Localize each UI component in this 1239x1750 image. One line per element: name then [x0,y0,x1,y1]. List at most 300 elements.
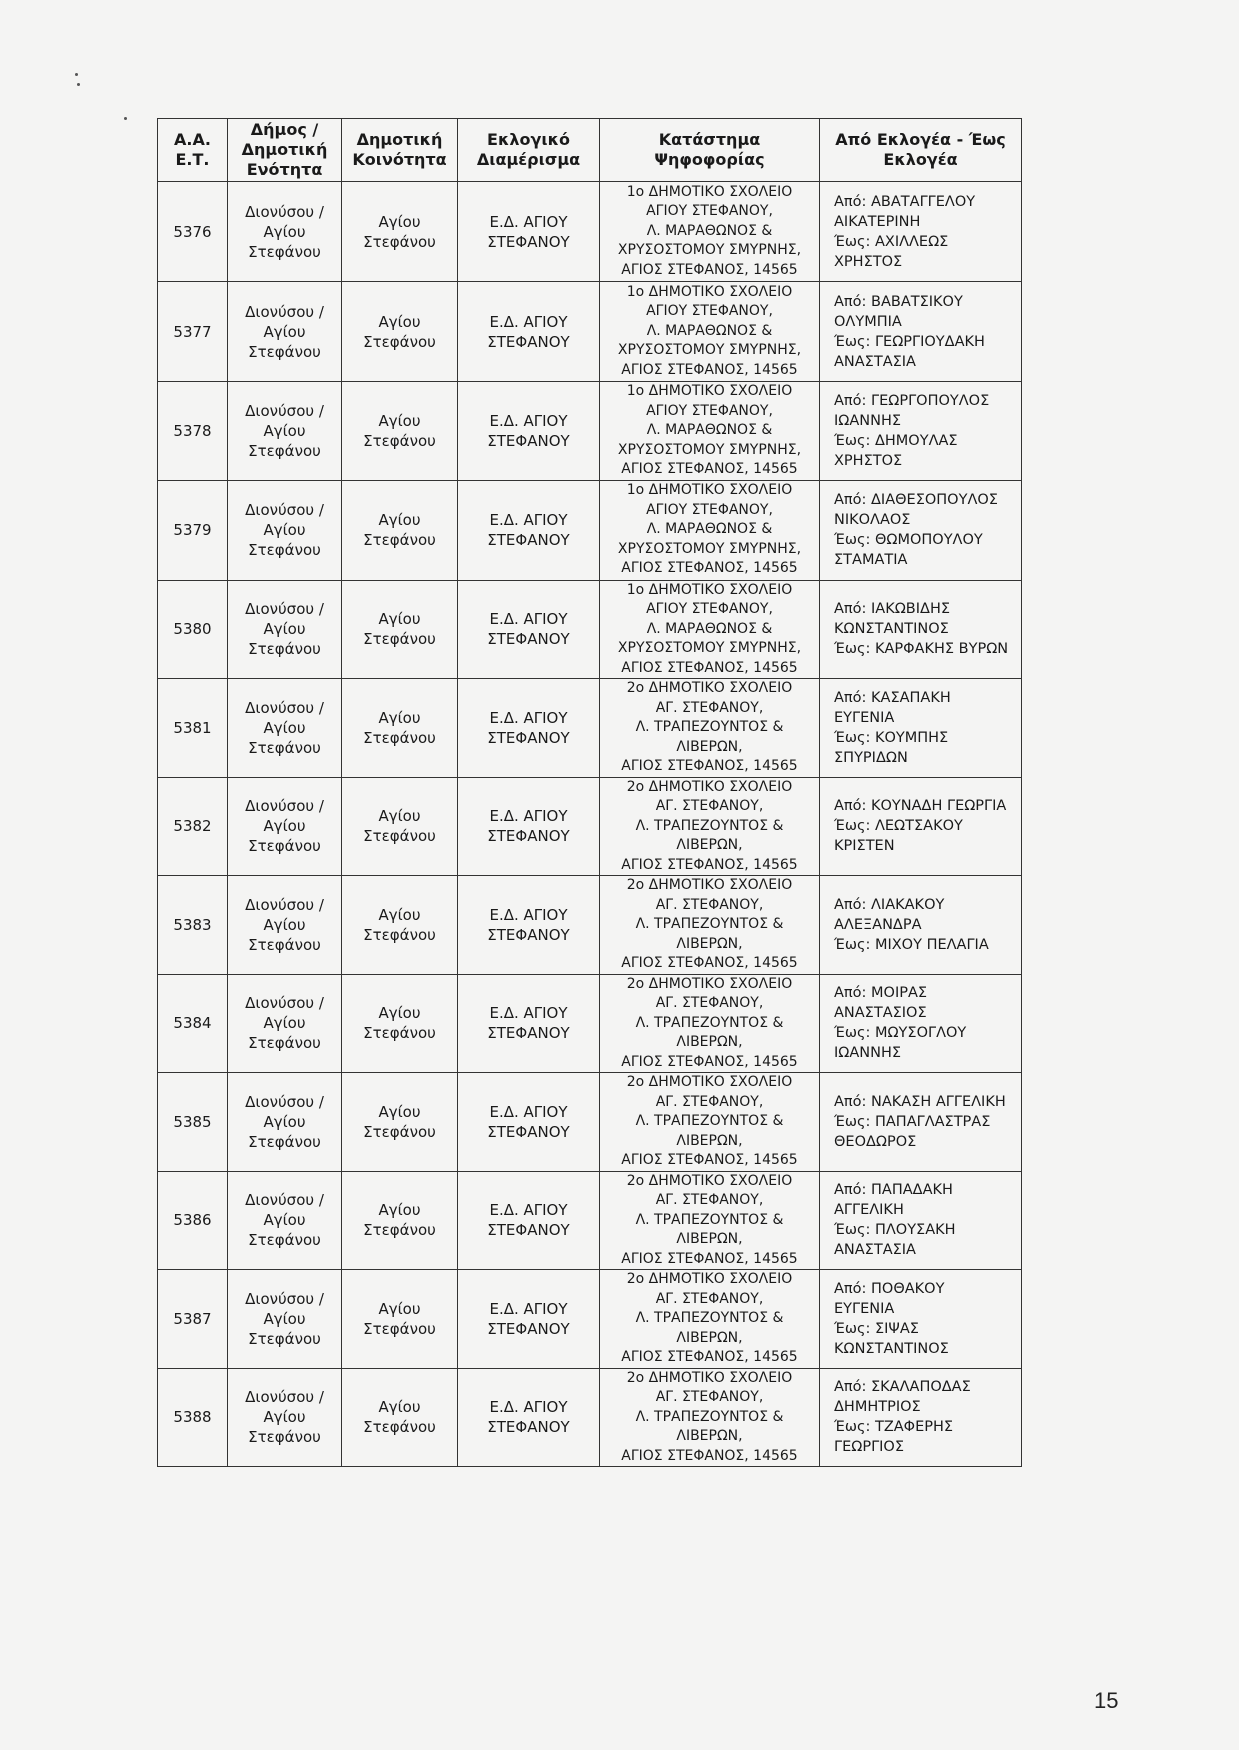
voter-range-cell [820,679,1022,778]
text-line: Διονύσου / [245,501,324,519]
address-cell [600,1171,820,1270]
text-line: ΑΓ. ΣΤΕΦΑΝΟΥ, [655,798,764,814]
text-line: Αγίου [263,915,306,934]
text-line: ΑΓ. ΣΤΕΦΑΝΟΥ, [655,1290,764,1307]
text-line: Λ. ΜΑΡΑΘΩΝΟΣ & [646,521,773,538]
text-line: Από: ΓΕΩΡΓΟΠΟΥΛΟΣ [834,392,990,409]
text-line: ΧΡΗΣΤΟΣ [834,253,903,270]
text-line: ΧΡΗΣΤΟΣ [834,452,903,469]
text-line: Έως: ΛΕΩΤΣΑΚΟΥ [834,818,963,835]
text-line: ΑΓΙΟΣ ΣΤΕΦΑΝΟΣ, 14565 [621,461,798,477]
text-line: ΑΓΙΟΣ ΣΤΕΦΑΝΟΣ, 14565 [621,361,798,378]
text-line: Αγίου [263,222,306,241]
row-id-cell: 5382 [158,777,228,876]
dimos-cell [228,974,342,1073]
text-line: Από: ΜΟΙΡΑΣ [834,985,928,1002]
text-line: Αγίου [378,312,421,331]
dimos-cell [228,1171,342,1270]
text-line: ΘΕΟΔΩΡΟΣ [834,1133,917,1150]
text-line: ΚΩΝΣΤΑΝΤΙΝΟΣ [834,1340,949,1357]
dimos-cell [228,1073,342,1172]
header-katastima [600,119,820,182]
text-line: Ε.Δ. ΑΓΙΟΥ [489,1004,568,1023]
text-line: Έως: ΜΩΥΣΟΓΛΟΥ [834,1025,967,1042]
text-line: Αγίου [378,1004,421,1023]
voter-range-cell [820,974,1022,1073]
text-line: ΣΤΕΦΑΝΟΥ [487,1024,570,1043]
text-line: Ε.Δ. ΑΓΙΟΥ [489,905,568,924]
table-row [158,382,1022,481]
text-line: Αγίου [378,411,421,430]
text-line: ΑΝΑΣΤΑΣΙΑ [834,1242,916,1259]
text-line: Στεφάνου [248,1428,321,1447]
diamerisma-cell [458,282,600,382]
table-row [158,580,1022,679]
text-line: ΧΡΥΣΟΣΤΟΜΟΥ ΣΜΥΡΝΗΣ, [617,342,802,359]
text-line: Στεφάνου [363,232,436,251]
row-id-cell: 5385 [158,1073,228,1172]
scan-speck [77,83,80,86]
text-line: Ε.Τ. [175,150,210,169]
text-line: Στεφάνου [248,640,321,659]
text-line: Στεφάνου [363,827,436,846]
text-line: ΔΗΜΗΤΡΙΟΣ [834,1399,921,1416]
text-line: Λ. ΤΡΑΠΕΖΟΥΝΤΟΣ & [635,1014,784,1031]
voter-range-cell [820,182,1022,282]
table-row [158,480,1022,580]
text-line: ΣΤΑΜΑΤΙΑ [834,552,908,568]
text-line: Στεφάνου [248,242,321,261]
text-line: Από: ΚΟΥΝΑΔΗ ΓΕΩΡΓΙΑ [834,798,1007,815]
text-line: Ε.Δ. ΑΓΙΟΥ [489,511,568,529]
address-cell [600,974,820,1073]
voter-range-cell [820,777,1022,876]
text-line: ΚΡΙΣΤΕΝ [834,838,895,855]
text-line: ΙΩΑΝΝΗΣ [834,1045,902,1062]
voter-range-cell [820,1171,1022,1270]
text-line: Ε.Δ. ΑΓΙΟΥ [489,708,568,727]
text-line: 2ο ΔΗΜΟΤΙΚΟ ΣΧΟΛΕΙΟ [626,877,793,893]
text-line: Κατάστημα [658,130,761,149]
header-diamerisma [458,119,600,182]
text-line: Αγίου [378,212,421,231]
text-line: ΣΤΕΦΑΝΟΥ [487,1418,570,1437]
text-line: ΑΓ. ΣΤΕΦΑΝΟΥ, [655,1093,764,1110]
diamerisma-cell [458,1368,600,1467]
text-line: Από Εκλογέα - Έως [835,130,1006,149]
text-line: Εκλογικό [487,130,570,149]
table-row [158,679,1022,778]
text-line: Αγίου [378,807,421,826]
voter-range-cell [820,1270,1022,1369]
text-line: ΣΤΕΦΑΝΟΥ [487,630,570,649]
text-line: Από: ΑΒΑΤΑΓΓΕΛΟΥ [834,193,976,210]
text-line: ΓΕΩΡΓΙΟΣ [834,1439,904,1456]
text-line: Διονύσου / [245,202,324,221]
text-line: Αγίου [263,817,306,836]
text-line: ΕΥΓΕΝΙΑ [834,1300,895,1317]
text-line: 2ο ΔΗΜΟΤΙΚΟ ΣΧΟΛΕΙΟ [626,1369,793,1386]
text-line: ΝΙΚΟΛΑΟΣ [834,512,911,528]
text-line: Ε.Δ. ΑΓΙΟΥ [489,610,568,629]
voter-range-cell [820,282,1022,382]
text-line: ΑΓ. ΣΤΕΦΑΝΟΥ, [655,896,764,913]
voter-range-cell [820,876,1022,975]
diamerisma-cell [458,974,600,1073]
text-line: ΛΙΒΕΡΩΝ, [676,1329,743,1346]
text-line: Από: ΠΟΘΑΚΟΥ [834,1280,945,1297]
text-line: ΣΤΕΦΑΝΟΥ [487,1122,570,1141]
text-line: Διονύσου / [245,302,324,321]
text-line: 1ο ΔΗΜΟΤΙΚΟ ΣΧΟΛΕΙΟ [626,482,793,499]
diamerisma-cell [458,480,600,580]
text-line: Από: ΔΙΑΘΕΣΟΠΟΥΛΟΣ [834,492,998,508]
text-line: ΣΤΕΦΑΝΟΥ [487,1221,570,1240]
text-line: ΑΓ. ΣΤΕΦΑΝΟΥ, [655,699,764,716]
diamerisma-cell [458,580,600,679]
voter-range-cell [820,580,1022,679]
text-line: 1ο ΔΗΜΟΤΙΚΟ ΣΧΟΛΕΙΟ [626,383,793,399]
text-line: ΛΙΒΕΡΩΝ, [676,1428,743,1444]
text-line: Διονύσου / [245,1191,324,1210]
text-line: Στεφάνου [363,1319,436,1338]
dimos-cell [228,580,342,679]
text-line: ΛΙΒΕΡΩΝ, [676,837,743,853]
address-cell [600,876,820,975]
koinotita-cell [342,1171,458,1270]
text-line: Διαμέρισμα [476,150,581,169]
text-line: ΑΓΙΟΥ ΣΤΕΦΑΝΟΥ, [646,203,773,220]
text-line: Στεφάνου [248,1132,321,1151]
diamerisma-cell [458,876,600,975]
text-line: Ε.Δ. ΑΓΙΟΥ [489,1299,568,1318]
text-line: Δήμος / [250,120,319,139]
header-eklogeis [820,119,1022,182]
text-line: Έως: ΓΕΩΡΓΙΟΥΔΑΚΗ [834,333,985,350]
diamerisma-cell [458,1270,600,1369]
text-line: ΑΓΙΟΣ ΣΤΕΦΑΝΟΣ, 14565 [621,1349,798,1365]
text-line: Αγίου [378,708,421,727]
text-line: Στεφάνου [248,1231,321,1250]
text-line: Από: ΛΙΑΚΑΚΟΥ [834,896,945,913]
text-line: 2ο ΔΗΜΟΤΙΚΟ ΣΧΟΛΕΙΟ [626,1172,793,1189]
text-line: Στεφάνου [363,1024,436,1043]
text-line: Διονύσου / [245,600,324,619]
text-line: ΑΓΙΟΣ ΣΤΕΦΑΝΟΣ, 14565 [621,856,798,873]
text-line: Στεφάνου [248,738,321,757]
text-line: ΑΓΙΟΣ ΣΤΕΦΑΝΟΣ, 14565 [621,560,798,577]
text-line: Στεφάνου [248,441,321,460]
text-line: Λ. ΤΡΑΠΕΖΟΥΝΤΟΣ & [635,817,784,834]
text-line: Έως: ΤΖΑΦΕΡΗΣ [834,1419,954,1436]
text-line: ΑΓ. ΣΤΕΦΑΝΟΥ, [655,1192,764,1208]
text-line: ΑΓ. ΣΤΕΦΑΝΟΥ, [655,995,764,1011]
text-line: Αγίου [263,1309,306,1328]
row-id-cell: 5381 [158,679,228,778]
text-line: Διονύσου / [245,1289,324,1308]
text-line: Έως: ΑΧΙΛΛΕΩΣ [834,233,949,250]
text-line: Στεφάνου [248,935,321,954]
dimos-cell [228,382,342,481]
text-line: Εκλογέα [883,150,958,169]
text-line: ΧΡΥΣΟΣΤΟΜΟΥ ΣΜΥΡΝΗΣ, [617,640,802,656]
text-line: Από: ΠΑΠΑΔΑΚΗ [834,1182,953,1199]
text-line: Λ. ΤΡΑΠΕΖΟΥΝΤΟΣ & [635,1113,784,1129]
dimos-cell [228,1368,342,1467]
text-line: Έως: ΣΙΨΑΣ [834,1320,919,1337]
text-line: ΑΓΙΟΥ ΣΤΕΦΑΝΟΥ, [646,601,773,617]
text-line: Ε.Δ. ΑΓΙΟΥ [489,1398,568,1417]
dimos-cell [228,777,342,876]
dimos-cell [228,876,342,975]
text-line: Στεφάνου [363,728,436,747]
koinotita-cell [342,1270,458,1369]
header-dimos [228,119,342,182]
koinotita-cell [342,876,458,975]
text-line: Έως: ΘΩΜΟΠΟΥΛΟΥ [834,532,983,548]
text-line: ΑΓΙΟΣ ΣΤΕΦΑΝΟΣ, 14565 [621,758,798,774]
text-line: Στεφάνου [363,1418,436,1437]
text-line: Στεφάνου [248,1329,321,1348]
text-line: Στεφάνου [248,342,321,361]
text-line: Αγίου [263,521,306,539]
text-line: ΣΤΕΦΑΝΟΥ [487,925,570,944]
table-header-row [158,119,1022,182]
table-row [158,282,1022,382]
text-line: Διονύσου / [245,401,324,420]
text-line: Αγίου [378,905,421,924]
page-number: 15 [1094,1688,1119,1713]
text-line: Στεφάνου [363,531,436,549]
voter-range-cell [820,1368,1022,1467]
scan-speck [124,117,127,120]
text-line: Από: ΒΑΒΑΤΣΙΚΟΥ [834,293,963,310]
text-line: ΑΓΙΟΣ ΣΤΕΦΑΝΟΣ, 14565 [621,1152,798,1168]
text-line: ΣΤΕΦΑΝΟΥ [487,728,570,747]
table-row [158,1368,1022,1467]
row-id-cell: 5388 [158,1368,228,1467]
text-line: Διονύσου / [245,797,324,816]
row-id-cell: 5387 [158,1270,228,1369]
text-line: Στεφάνου [363,1122,436,1141]
text-line: 2ο ΔΗΜΟΤΙΚΟ ΣΧΟΛΕΙΟ [626,975,793,992]
text-line: Λ. ΤΡΑΠΕΖΟΥΝΤΟΣ & [635,1310,784,1326]
text-line: Στεφάνου [363,630,436,649]
text-line: Λ. ΤΡΑΠΕΖΟΥΝΤΟΣ & [635,916,784,932]
text-line: ΛΙΒΕΡΩΝ, [676,1231,743,1247]
dimos-cell [228,1270,342,1369]
text-line: Αγίου [378,1299,421,1318]
polling-stations-table [157,118,1022,1467]
text-line: Έως: ΠΑΠΑΓΛΑΣΤΡΑΣ [834,1113,991,1130]
table-row [158,777,1022,876]
address-cell [600,1270,820,1369]
address-cell [600,382,820,481]
header-koinotita [342,119,458,182]
text-line: ΑΓΙΟΣ ΣΤΕΦΑΝΟΣ, 14565 [621,261,798,278]
address-cell [600,282,820,382]
text-line: ΣΠΥΡΙΔΩΝ [834,749,908,766]
text-line: ΑΓΙΟΣ ΣΤΕΦΑΝΟΣ, 14565 [621,955,798,971]
text-line: Ψηφοφορίας [654,150,765,169]
text-line: Κοινότητα [352,150,447,169]
address-cell [600,1368,820,1467]
koinotita-cell [342,777,458,876]
text-line: ΣΤΕΦΑΝΟΥ [487,332,570,351]
diamerisma-cell [458,182,600,282]
text-line: ΑΓΙΟΣ ΣΤΕΦΑΝΟΣ, 14565 [621,1447,798,1464]
koinotita-cell [342,580,458,679]
text-line: ΛΙΒΕΡΩΝ, [676,1034,743,1050]
text-line: Από: ΙΑΚΩΒΙΔΗΣ [834,601,951,618]
text-line: Α.Α. [174,130,211,149]
text-line: Διονύσου / [245,1092,324,1111]
text-line: Ε.Δ. ΑΓΙΟΥ [489,411,568,430]
text-line: ΟΛΥΜΠΙΑ [834,313,902,330]
text-line: Λ. ΜΑΡΑΘΩΝΟΣ & [646,422,773,438]
text-line: Αγίου [263,718,306,737]
text-line: Στεφάνου [363,925,436,944]
text-line: Διονύσου / [245,994,324,1013]
text-line: Αγίου [263,620,306,639]
text-line: 2ο ΔΗΜΟΤΙΚΟ ΣΧΟΛΕΙΟ [626,1074,793,1090]
text-line: Έως: ΠΛΟΥΣΑΚΗ [834,1222,956,1239]
text-line: ΑΙΚΑΤΕΡΙΝΗ [834,213,921,230]
text-line: Στεφάνου [248,837,321,856]
text-line: ΛΙΒΕΡΩΝ, [676,1132,743,1149]
koinotita-cell [342,1368,458,1467]
text-line: Αγίου [263,1408,306,1427]
text-line: Λ. ΜΑΡΑΘΩΝΟΣ & [646,222,773,239]
text-line: 2ο ΔΗΜΟΤΙΚΟ ΣΧΟΛΕΙΟ [626,778,793,795]
text-line: ΑΝΑΣΤΑΣΙΑ [834,353,916,370]
text-line: Έως: ΜΙΧΟΥ ΠΕΛΑΓΙΑ [834,936,989,953]
text-line: Στεφάνου [363,1221,436,1240]
row-id-cell: 5383 [158,876,228,975]
text-line: Αγίου [263,1014,306,1033]
text-line: Έως: ΔΗΜΟΥΛΑΣ [834,432,958,449]
text-line: ΑΝΑΣΤΑΣΙΟΣ [834,1005,927,1022]
text-line: 1ο ΔΗΜΟΤΙΚΟ ΣΧΟΛΕΙΟ [626,581,793,598]
text-line: ΑΓΙΟΥ ΣΤΕΦΑΝΟΥ, [646,303,773,320]
koinotita-cell [342,679,458,778]
text-line: Στεφάνου [248,1034,321,1053]
text-line: Διονύσου / [245,895,324,914]
table-row [158,1270,1022,1369]
text-line: ΑΓΙΟΣ ΣΤΕΦΑΝΟΣ, 14565 [621,1053,798,1070]
row-id-cell: 5384 [158,974,228,1073]
voter-range-cell [820,480,1022,580]
text-line: 2ο ΔΗΜΟΤΙΚΟ ΣΧΟΛΕΙΟ [626,680,793,696]
text-line: Λ. ΤΡΑΠΕΖΟΥΝΤΟΣ & [635,1408,784,1425]
row-id-cell: 5380 [158,580,228,679]
text-line: 2ο ΔΗΜΟΤΙΚΟ ΣΧΟΛΕΙΟ [626,1271,793,1287]
row-id-cell: 5376 [158,182,228,282]
text-line: Λ. ΤΡΑΠΕΖΟΥΝΤΟΣ & [635,719,784,735]
text-line: ΣΤΕΦΑΝΟΥ [487,827,570,846]
address-cell [600,580,820,679]
table-row [158,1073,1022,1172]
text-line: 1ο ΔΗΜΟΤΙΚΟ ΣΧΟΛΕΙΟ [626,283,793,300]
text-line: Ε.Δ. ΑΓΙΟΥ [489,1201,568,1220]
diamerisma-cell [458,382,600,481]
diamerisma-cell [458,1073,600,1172]
row-id-cell: 5377 [158,282,228,382]
text-line: ΧΡΥΣΟΣΤΟΜΟΥ ΣΜΥΡΝΗΣ, [617,441,802,458]
text-line: Έως: ΚΟΥΜΠΗΣ [834,729,949,746]
diamerisma-cell [458,777,600,876]
address-cell [600,1073,820,1172]
text-line: Λ. ΤΡΑΠΕΖΟΥΝΤΟΣ & [635,1211,784,1228]
text-line: ΛΙΒΕΡΩΝ, [676,738,743,755]
address-cell [600,679,820,778]
dimos-cell [228,182,342,282]
text-line: ΧΡΥΣΟΣΤΟΜΟΥ ΣΜΥΡΝΗΣ, [617,242,802,259]
text-line: Αγίου [263,322,306,341]
text-line: Ε.Δ. ΑΓΙΟΥ [489,312,568,331]
voter-range-cell [820,1073,1022,1172]
text-line: ΣΤΕΦΑΝΟΥ [487,531,570,549]
text-line: Αγίου [263,421,306,440]
text-line: Αγίου [263,1211,306,1230]
text-line: ΑΓΓΕΛΙΚΗ [834,1202,904,1219]
text-line: Λ. ΜΑΡΑΘΩΝΟΣ & [646,322,773,339]
text-line: Από: ΝΑΚΑΣΗ ΑΓΓΕΛΙΚΗ [834,1093,1006,1110]
text-line: Έως: ΚΑΡΦΑΚΗΣ ΒΥΡΩΝ [834,641,1009,658]
address-cell [600,480,820,580]
text-line: Αγίου [378,1201,421,1220]
header-aa [158,119,228,182]
text-line: Στεφάνου [363,332,436,351]
address-cell [600,182,820,282]
table-row [158,876,1022,975]
text-line: ΑΓΙΟΣ ΣΤΕΦΑΝΟΣ, 14565 [621,659,798,676]
koinotita-cell [342,282,458,382]
address-cell [600,777,820,876]
koinotita-cell [342,382,458,481]
dimos-cell [228,282,342,382]
text-line: ΙΩΑΝΝΗΣ [834,412,902,429]
text-line: Αγίου [378,610,421,629]
dimos-cell [228,480,342,580]
text-line: ΕΥΓΕΝΙΑ [834,709,895,726]
text-line: Αγίου [378,511,421,529]
text-line: Δημοτική [356,130,443,149]
koinotita-cell [342,1073,458,1172]
text-line: ΑΓΙΟΣ ΣΤΕΦΑΝΟΣ, 14565 [621,1250,798,1267]
dimos-cell [228,679,342,778]
diamerisma-cell [458,679,600,778]
koinotita-cell [342,182,458,282]
voter-range-cell [820,382,1022,481]
text-line: ΛΙΒΕΡΩΝ, [676,935,743,952]
text-line: ΣΤΕΦΑΝΟΥ [487,431,570,450]
text-line: Διονύσου / [245,1388,324,1407]
table-row [158,182,1022,282]
row-id-cell: 5386 [158,1171,228,1270]
text-line: Αγίου [378,1398,421,1417]
text-line: ΣΤΕΦΑΝΟΥ [487,1319,570,1338]
table-row [158,974,1022,1073]
text-line: Στεφάνου [248,541,321,559]
text-line: Λ. ΜΑΡΑΘΩΝΟΣ & [646,620,773,637]
text-line: Από: ΣΚΑΛΑΠΟΔΑΣ [834,1379,971,1396]
text-line: Διονύσου / [245,698,324,717]
text-line: Ε.Δ. ΑΓΙΟΥ [489,807,568,826]
text-line: Αγίου [263,1112,306,1131]
text-line: ΑΛΕΞΑΝΔΡΑ [834,916,922,933]
text-line: ΑΓΙΟΥ ΣΤΕΦΑΝΟΥ, [646,501,773,518]
